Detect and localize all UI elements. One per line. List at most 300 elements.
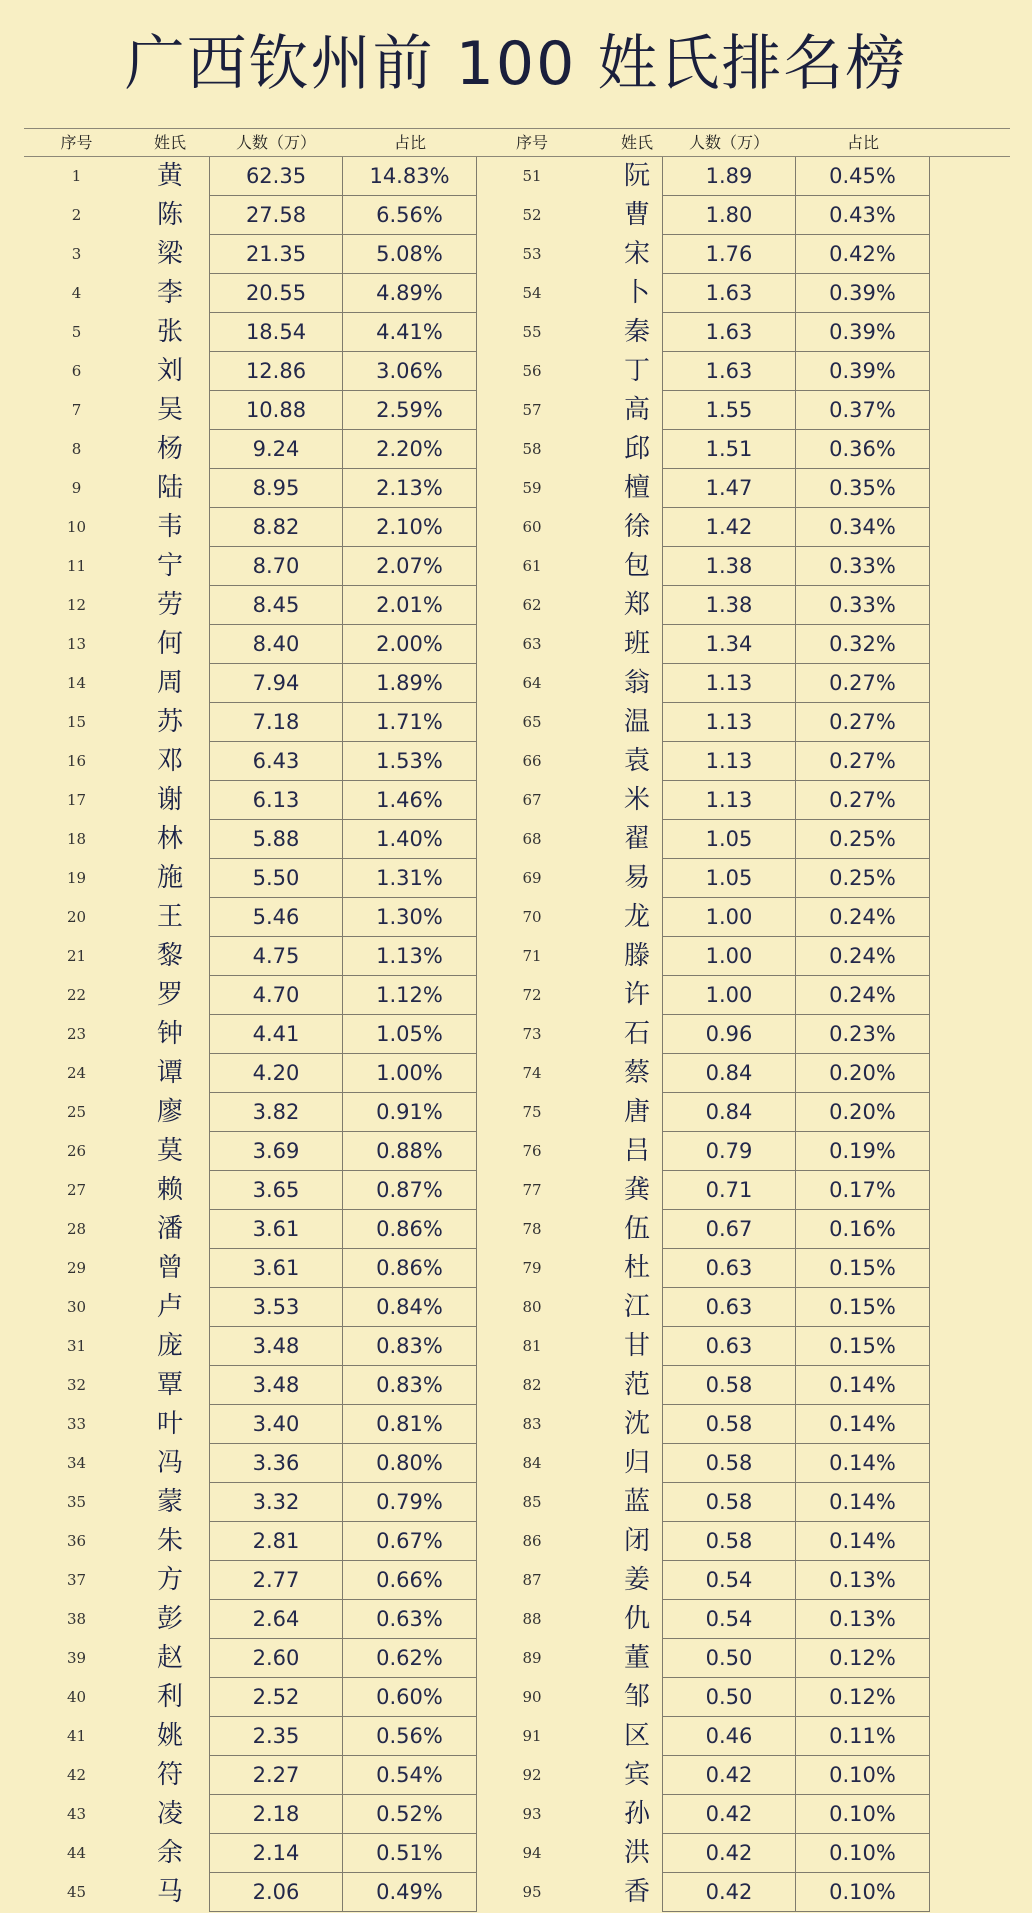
surname-cell: 何	[156, 629, 183, 659]
count-cell: 8.40	[209, 625, 343, 664]
surname-cell: 江	[623, 1292, 650, 1322]
surname-cell: 庞	[156, 1331, 183, 1361]
rank-cell: 12	[66, 596, 87, 614]
share-cell: 0.10%	[796, 1756, 930, 1795]
header-rank-left: 序号	[60, 133, 93, 152]
table-row	[24, 1834, 1010, 1873]
share-cell: 1.13%	[343, 937, 477, 976]
count-cell: 0.79	[662, 1132, 796, 1171]
share-cell: 0.24%	[796, 976, 930, 1015]
count-cell: 1.38	[662, 586, 796, 625]
count-cell: 0.58	[662, 1366, 796, 1405]
count-cell: 8.45	[209, 586, 343, 625]
surname-cell: 范	[623, 1370, 650, 1400]
rank-cell: 24	[66, 1064, 87, 1082]
surname-cell: 曾	[156, 1253, 183, 1283]
count-cell: 4.20	[209, 1054, 343, 1093]
surname-cell: 邹	[623, 1682, 650, 1712]
header-rank-right: 序号	[515, 133, 548, 152]
surname-cell: 龙	[623, 902, 650, 932]
rank-cell: 14	[66, 674, 87, 692]
count-cell: 1.63	[662, 313, 796, 352]
share-cell: 0.83%	[343, 1327, 477, 1366]
count-cell: 0.84	[662, 1093, 796, 1132]
surname-cell: 邓	[156, 746, 183, 776]
count-cell: 1.13	[662, 703, 796, 742]
count-cell: 0.54	[662, 1561, 796, 1600]
rank-cell: 83	[522, 1415, 542, 1433]
share-cell: 0.67%	[343, 1522, 477, 1561]
table-row	[24, 1522, 1010, 1561]
table-row	[24, 781, 1010, 820]
count-cell: 2.60	[209, 1639, 343, 1678]
surname-cell: 曹	[623, 200, 650, 230]
table-row	[24, 1210, 1010, 1249]
surname-cell: 谭	[156, 1058, 183, 1088]
header-count-right: 人数（万）	[688, 133, 769, 152]
rank-cell: 51	[522, 167, 542, 185]
table-row	[24, 430, 1010, 469]
share-cell: 0.88%	[343, 1132, 477, 1171]
count-cell: 0.46	[662, 1717, 796, 1756]
share-cell: 0.27%	[796, 664, 930, 703]
count-cell: 0.71	[662, 1171, 796, 1210]
count-cell: 0.67	[662, 1210, 796, 1249]
surname-cell: 赖	[156, 1175, 183, 1205]
rank-cell: 54	[522, 284, 542, 302]
share-cell: 0.52%	[343, 1795, 477, 1834]
surname-table	[24, 128, 1010, 1912]
header-share-right: 占比	[846, 133, 879, 152]
surname-cell: 丁	[623, 356, 650, 386]
table-row	[24, 1756, 1010, 1795]
count-cell: 1.00	[662, 898, 796, 937]
share-cell: 2.20%	[343, 430, 477, 469]
surname-cell: 黎	[156, 941, 183, 971]
table-row	[24, 1171, 1010, 1210]
count-cell: 0.42	[662, 1834, 796, 1873]
surname-cell: 唐	[623, 1097, 650, 1127]
share-cell: 0.86%	[343, 1249, 477, 1288]
rank-cell: 29	[66, 1259, 87, 1277]
surname-cell: 沈	[623, 1409, 650, 1439]
rank-cell: 32	[66, 1376, 87, 1394]
rank-cell: 10	[66, 518, 87, 536]
table-header	[24, 128, 1010, 157]
surname-cell: 吕	[623, 1136, 650, 1166]
surname-cell: 方	[156, 1565, 183, 1595]
surname-cell: 莫	[156, 1136, 183, 1166]
rank-cell: 2	[71, 206, 82, 224]
share-cell: 1.05%	[343, 1015, 477, 1054]
surname-cell: 覃	[156, 1370, 183, 1400]
count-cell: 5.50	[209, 859, 343, 898]
rank-cell: 76	[522, 1142, 542, 1160]
share-cell: 0.51%	[343, 1834, 477, 1873]
count-cell: 0.96	[662, 1015, 796, 1054]
surname-cell: 韦	[156, 512, 183, 542]
table-row	[24, 352, 1010, 391]
rank-cell: 18	[66, 830, 87, 848]
rank-cell: 95	[522, 1883, 542, 1901]
surname-cell: 符	[156, 1760, 183, 1790]
count-cell: 0.63	[662, 1288, 796, 1327]
rank-cell: 13	[66, 635, 87, 653]
count-cell: 1.76	[662, 235, 796, 274]
surname-cell: 钟	[156, 1019, 183, 1049]
count-cell: 27.58	[209, 196, 343, 235]
count-cell: 1.80	[662, 196, 796, 235]
surname-cell: 潘	[156, 1214, 183, 1244]
surname-cell: 徐	[623, 512, 650, 542]
share-cell: 0.33%	[796, 586, 930, 625]
share-cell: 2.00%	[343, 625, 477, 664]
rank-cell: 66	[522, 752, 542, 770]
count-cell: 3.61	[209, 1210, 343, 1249]
share-cell: 0.10%	[796, 1834, 930, 1873]
share-cell: 0.66%	[343, 1561, 477, 1600]
share-cell: 1.71%	[343, 703, 477, 742]
surname-cell: 区	[623, 1721, 650, 1751]
rank-cell: 37	[66, 1571, 87, 1589]
share-cell: 1.53%	[343, 742, 477, 781]
rank-cell: 87	[522, 1571, 542, 1589]
surname-cell: 宁	[156, 551, 183, 581]
surname-cell: 滕	[623, 941, 650, 971]
share-cell: 1.00%	[343, 1054, 477, 1093]
surname-cell: 利	[156, 1682, 183, 1712]
count-cell: 2.77	[209, 1561, 343, 1600]
table-row	[24, 508, 1010, 547]
surname-cell: 黄	[156, 161, 183, 191]
rank-cell: 72	[522, 986, 542, 1004]
surname-cell: 闭	[623, 1526, 650, 1556]
table-row	[24, 1366, 1010, 1405]
count-cell: 62.35	[209, 157, 343, 196]
surname-cell: 叶	[156, 1409, 183, 1439]
rank-cell: 39	[66, 1649, 87, 1667]
rank-cell: 93	[522, 1805, 542, 1823]
table-row	[24, 391, 1010, 430]
rank-cell: 1	[71, 167, 82, 185]
surname-cell: 蒙	[156, 1487, 183, 1517]
rank-cell: 56	[522, 362, 542, 380]
count-cell: 1.55	[662, 391, 796, 430]
table-row	[24, 1444, 1010, 1483]
count-cell: 0.50	[662, 1639, 796, 1678]
rank-cell: 36	[66, 1532, 87, 1550]
rank-cell: 75	[522, 1103, 542, 1121]
table-row	[24, 274, 1010, 313]
rank-cell: 41	[66, 1727, 87, 1745]
rank-cell: 43	[66, 1805, 87, 1823]
rank-cell: 53	[522, 245, 542, 263]
count-cell: 0.58	[662, 1483, 796, 1522]
rank-cell: 86	[522, 1532, 542, 1550]
count-cell: 0.42	[662, 1756, 796, 1795]
count-cell: 8.82	[209, 508, 343, 547]
table-row	[24, 1561, 1010, 1600]
share-cell: 4.41%	[343, 313, 477, 352]
surname-cell: 高	[623, 395, 650, 425]
surname-cell: 姚	[156, 1721, 183, 1751]
rank-cell: 55	[522, 323, 542, 341]
share-cell: 2.07%	[343, 547, 477, 586]
rank-cell: 63	[522, 635, 542, 653]
count-cell: 12.86	[209, 352, 343, 391]
rank-cell: 74	[522, 1064, 542, 1082]
rank-cell: 71	[522, 947, 542, 965]
rank-cell: 19	[66, 869, 87, 887]
share-cell: 0.36%	[796, 430, 930, 469]
surname-cell: 赵	[156, 1643, 183, 1673]
count-cell: 3.61	[209, 1249, 343, 1288]
rank-cell: 60	[522, 518, 542, 536]
surname-cell: 香	[623, 1877, 650, 1907]
share-cell: 0.87%	[343, 1171, 477, 1210]
count-cell: 1.13	[662, 781, 796, 820]
share-cell: 0.15%	[796, 1327, 930, 1366]
rank-cell: 16	[66, 752, 87, 770]
surname-cell: 周	[156, 668, 183, 698]
surname-cell: 伍	[623, 1214, 650, 1244]
share-cell: 0.49%	[343, 1873, 477, 1912]
share-cell: 1.40%	[343, 820, 477, 859]
share-cell: 2.10%	[343, 508, 477, 547]
count-cell: 0.63	[662, 1249, 796, 1288]
share-cell: 0.60%	[343, 1678, 477, 1717]
surname-cell: 张	[156, 317, 183, 347]
surname-cell: 宾	[623, 1760, 650, 1790]
share-cell: 0.62%	[343, 1639, 477, 1678]
share-cell: 0.12%	[796, 1639, 930, 1678]
table-row	[24, 1678, 1010, 1717]
rank-cell: 3	[71, 245, 82, 263]
rank-cell: 33	[66, 1415, 87, 1433]
rank-cell: 81	[522, 1337, 542, 1355]
count-cell: 1.47	[662, 469, 796, 508]
rank-cell: 69	[522, 869, 542, 887]
share-cell: 0.80%	[343, 1444, 477, 1483]
rank-cell: 31	[66, 1337, 87, 1355]
count-cell: 1.05	[662, 820, 796, 859]
share-cell: 5.08%	[343, 235, 477, 274]
table-row	[24, 625, 1010, 664]
surname-cell: 甘	[623, 1331, 650, 1361]
count-cell: 1.05	[662, 859, 796, 898]
count-cell: 3.53	[209, 1288, 343, 1327]
share-cell: 0.15%	[796, 1249, 930, 1288]
surname-cell: 洪	[623, 1838, 650, 1868]
page-title: 广西钦州前 100 姓氏排名榜	[124, 29, 908, 99]
share-cell: 2.01%	[343, 586, 477, 625]
share-cell: 0.15%	[796, 1288, 930, 1327]
table-row	[24, 1327, 1010, 1366]
count-cell: 6.13	[209, 781, 343, 820]
share-cell: 0.13%	[796, 1600, 930, 1639]
share-cell: 1.31%	[343, 859, 477, 898]
rank-cell: 38	[66, 1610, 87, 1628]
surname-cell: 石	[623, 1019, 650, 1049]
share-cell: 0.27%	[796, 703, 930, 742]
rank-cell: 40	[66, 1688, 87, 1706]
surname-cell: 罗	[156, 980, 183, 1010]
count-cell: 0.58	[662, 1522, 796, 1561]
table-row	[24, 742, 1010, 781]
count-cell: 1.13	[662, 742, 796, 781]
table-row	[24, 859, 1010, 898]
share-cell: 1.46%	[343, 781, 477, 820]
share-cell: 0.24%	[796, 937, 930, 976]
count-cell: 3.65	[209, 1171, 343, 1210]
rank-cell: 59	[522, 479, 542, 497]
table-row	[24, 157, 1010, 196]
share-cell: 0.54%	[343, 1756, 477, 1795]
share-cell: 0.83%	[343, 1366, 477, 1405]
rank-cell: 79	[522, 1259, 542, 1277]
table-row	[24, 703, 1010, 742]
count-cell: 2.64	[209, 1600, 343, 1639]
table-row	[24, 1717, 1010, 1756]
count-cell: 0.54	[662, 1600, 796, 1639]
surname-cell: 王	[156, 902, 183, 932]
count-cell: 0.42	[662, 1873, 796, 1912]
rank-cell: 35	[66, 1493, 87, 1511]
rank-cell: 52	[522, 206, 542, 224]
count-cell: 2.06	[209, 1873, 343, 1912]
rank-cell: 15	[66, 713, 87, 731]
surname-cell: 宋	[623, 239, 650, 269]
surname-cell: 温	[623, 707, 650, 737]
count-cell: 1.51	[662, 430, 796, 469]
surname-cell: 郑	[623, 590, 650, 620]
count-cell: 20.55	[209, 274, 343, 313]
share-cell: 0.19%	[796, 1132, 930, 1171]
rank-cell: 8	[71, 440, 82, 458]
surname-cell: 归	[623, 1448, 650, 1478]
table-body	[24, 157, 1010, 1912]
rank-cell: 22	[66, 986, 87, 1004]
count-cell: 2.27	[209, 1756, 343, 1795]
count-cell: 4.70	[209, 976, 343, 1015]
share-cell: 0.14%	[796, 1405, 930, 1444]
count-cell: 2.81	[209, 1522, 343, 1561]
surname-cell: 檀	[623, 473, 650, 503]
table-row	[24, 469, 1010, 508]
surname-cell: 秦	[623, 317, 650, 347]
count-cell: 2.35	[209, 1717, 343, 1756]
table-row	[24, 1873, 1010, 1912]
rank-cell: 70	[522, 908, 542, 926]
rank-cell: 45	[66, 1883, 87, 1901]
header-surname-left: 姓氏	[153, 133, 186, 152]
share-cell: 0.45%	[796, 157, 930, 196]
share-cell: 0.35%	[796, 469, 930, 508]
count-cell: 21.35	[209, 235, 343, 274]
rank-cell: 9	[71, 479, 82, 497]
rank-cell: 68	[522, 830, 542, 848]
rank-cell: 21	[66, 947, 87, 965]
share-cell: 0.81%	[343, 1405, 477, 1444]
rank-cell: 23	[66, 1025, 87, 1043]
share-cell: 2.59%	[343, 391, 477, 430]
surname-cell: 冯	[156, 1448, 183, 1478]
share-cell: 0.43%	[796, 196, 930, 235]
count-cell: 3.36	[209, 1444, 343, 1483]
table-row	[24, 1639, 1010, 1678]
rank-cell: 78	[522, 1220, 542, 1238]
share-cell: 0.34%	[796, 508, 930, 547]
count-cell: 3.69	[209, 1132, 343, 1171]
share-cell: 4.89%	[343, 274, 477, 313]
surname-cell: 孙	[623, 1799, 650, 1829]
surname-cell: 廖	[156, 1097, 183, 1127]
count-cell: 1.00	[662, 937, 796, 976]
table-row	[24, 1132, 1010, 1171]
surname-cell: 翁	[623, 668, 650, 698]
rank-cell: 28	[66, 1220, 87, 1238]
rank-cell: 5	[71, 323, 82, 341]
rank-cell: 84	[522, 1454, 542, 1472]
count-cell: 0.58	[662, 1405, 796, 1444]
surname-cell: 阮	[623, 161, 650, 191]
count-cell: 18.54	[209, 313, 343, 352]
share-cell: 0.12%	[796, 1678, 930, 1717]
surname-cell: 吴	[156, 395, 183, 425]
share-cell: 0.37%	[796, 391, 930, 430]
share-cell: 0.79%	[343, 1483, 477, 1522]
share-cell: 0.42%	[796, 235, 930, 274]
count-cell: 3.48	[209, 1366, 343, 1405]
count-cell: 0.42	[662, 1795, 796, 1834]
share-cell: 0.11%	[796, 1717, 930, 1756]
surname-cell: 仇	[623, 1604, 650, 1634]
surname-cell: 彭	[156, 1604, 183, 1634]
surname-cell: 余	[156, 1838, 183, 1868]
rank-cell: 82	[522, 1376, 542, 1394]
table-row	[24, 1093, 1010, 1132]
table-row	[24, 1288, 1010, 1327]
surname-cell: 陆	[156, 473, 183, 503]
share-cell: 1.12%	[343, 976, 477, 1015]
surname-cell: 董	[623, 1643, 650, 1673]
count-cell: 6.43	[209, 742, 343, 781]
surname-cell: 许	[623, 980, 650, 1010]
surname-cell: 邱	[623, 434, 650, 464]
table-row	[24, 586, 1010, 625]
share-cell: 0.14%	[796, 1366, 930, 1405]
surname-cell: 袁	[623, 746, 650, 776]
header-count-left: 人数（万）	[235, 133, 316, 152]
share-cell: 0.86%	[343, 1210, 477, 1249]
rank-cell: 88	[522, 1610, 542, 1628]
rank-cell: 17	[66, 791, 87, 809]
share-cell: 0.25%	[796, 859, 930, 898]
share-cell: 1.30%	[343, 898, 477, 937]
share-cell: 0.91%	[343, 1093, 477, 1132]
surname-cell: 刘	[156, 356, 183, 386]
share-cell: 0.17%	[796, 1171, 930, 1210]
rank-cell: 25	[66, 1103, 87, 1121]
count-cell: 2.18	[209, 1795, 343, 1834]
surname-cell: 施	[156, 863, 183, 893]
share-cell: 0.32%	[796, 625, 930, 664]
share-cell: 0.10%	[796, 1795, 930, 1834]
count-cell: 0.84	[662, 1054, 796, 1093]
share-cell: 0.56%	[343, 1717, 477, 1756]
rank-cell: 91	[522, 1727, 542, 1745]
rank-cell: 67	[522, 791, 542, 809]
